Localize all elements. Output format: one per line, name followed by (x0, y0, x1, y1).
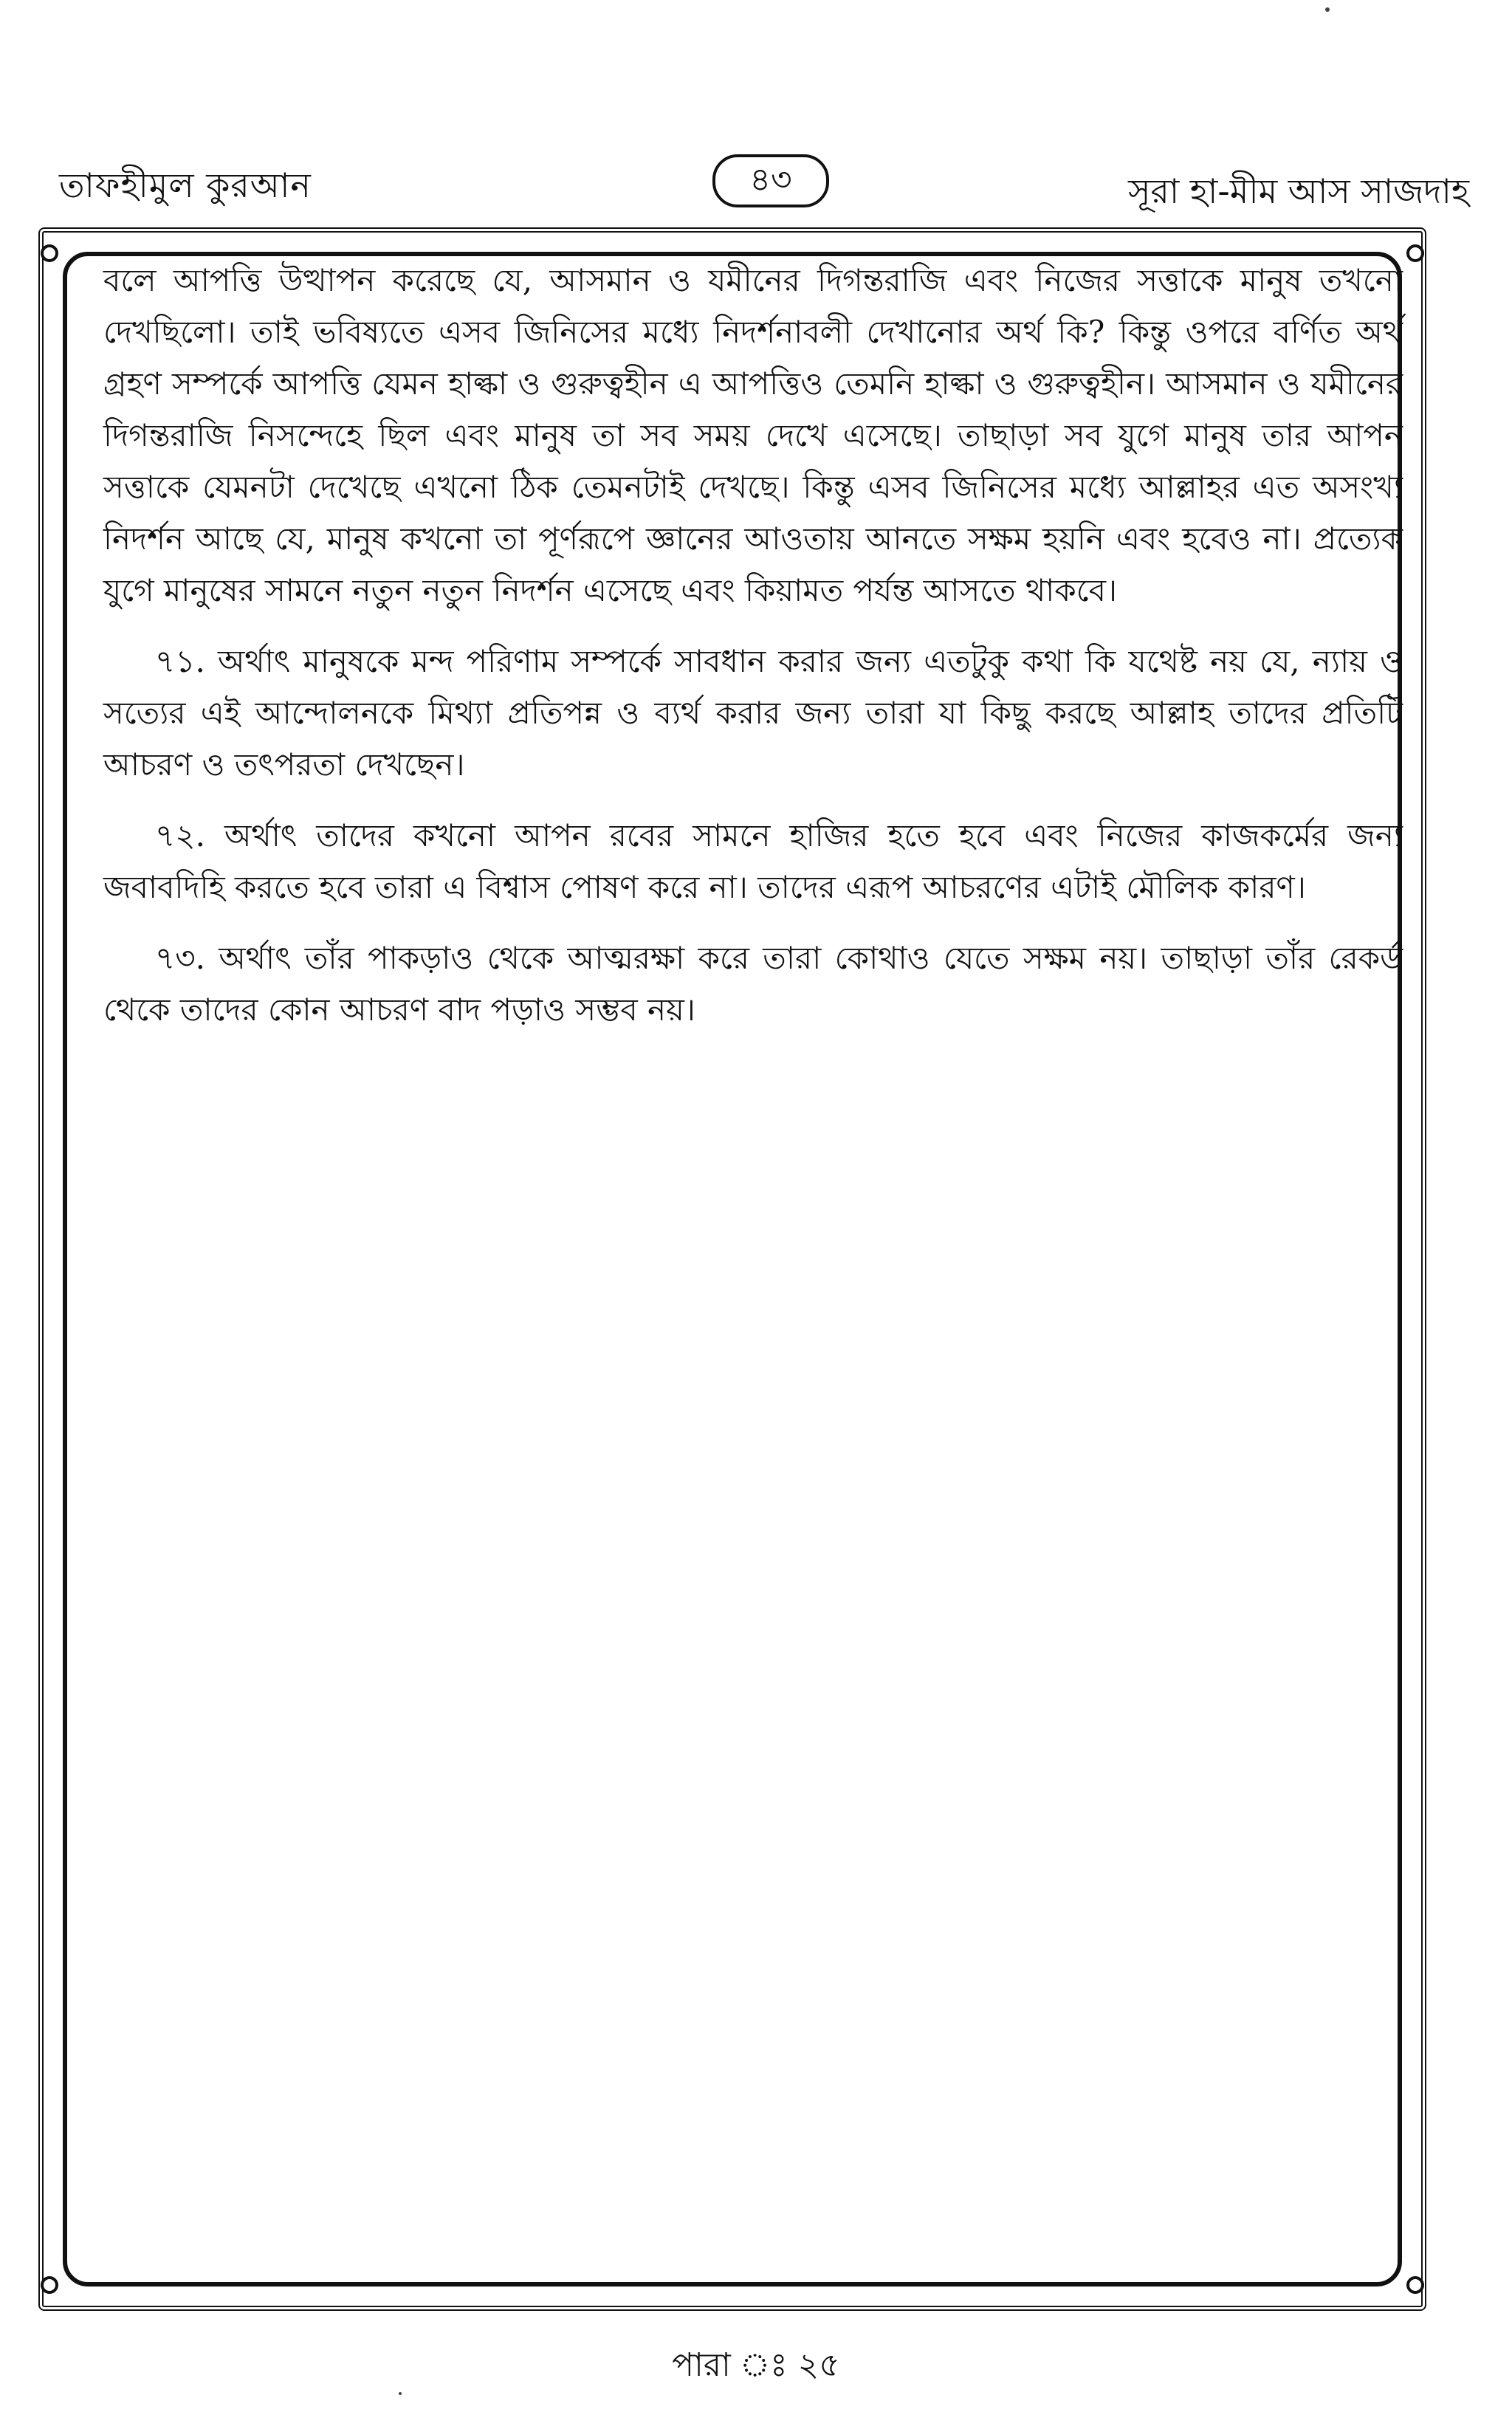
page-number: ৪৩ (712, 154, 829, 207)
note-73: ৭৩. অর্থাৎ তাঁর পাকড়াও থেকে আত্মরক্ষা করে তারা কোথাও যেতে সক্ষম নয়। তাছাড়া তাঁর রেকর্ড থেকে তাদের কোন আচরণ বাদ পড়াও সম্ভব নয়। (103, 940, 1403, 1028)
page-footer (0, 2340, 1512, 2394)
para-label: পারা ঃ ২৫ (672, 2346, 840, 2384)
corner-ornament-bottom-left (41, 2276, 58, 2294)
scan-speck (1325, 7, 1330, 12)
corner-ornament-top-left (41, 244, 58, 262)
book-title: তাফহীমুল কুরআন (59, 165, 312, 205)
note-72: ৭২. অর্থাৎ তাদের কখনো আপন রবের সামনে হাজির হতে হবে এবং নিজের কাজকর্মের জন্য জবাবদিহি করতে হবে তারা এ বিশ্বাস পোষণ করে না। তাদের এরূপ আচরণের এটাই মৌলিক কারণ। (103, 817, 1403, 905)
surah-title: সূরা হা-মীম আস সাজদাহ (1128, 171, 1469, 211)
scan-speck (399, 2392, 402, 2395)
corner-ornament-bottom-right (1406, 2276, 1424, 2294)
commentary-text (103, 255, 1403, 1055)
note-71: ৭১. অর্থাৎ মানুষকে মন্দ পরিণাম সম্পর্কে সাবধান করার জন্য এতটুকু কথা কি যথেষ্ট নয় যে, ন্যায় ও সত্যের এই আন্দোলনকে মিথ্যা প্রতিপন্ন ও ব্যর্থ করার জন্য তারা যা কিছু করছে আল্লাহ তাদের প্রতিটি আচরণ ও তৎপরতা দেখছেন। (103, 643, 1403, 783)
page-header (44, 151, 1469, 210)
corner-ornament-top-right (1406, 244, 1424, 262)
paragraph-continuation: বলে আপত্তি উত্থাপন করেছে যে, আসমান ও যমীনের দিগন্তরাজি এবং নিজের সত্তাকে মানুষ তখনো দেখছিলো। তাই ভবিষ্যতে এসব জিনিসের মধ্যে নিদর্শনাবলী দেখানোর অর্থ কি? কিন্তু ওপরে বর্ণিত অর্থ গ্রহণ সম্পর্কে আপত্তি যেমন হাল্কা ও গুরুত্বহীন এ আপত্তিও তেমনি হাল্কা ও গুরুত্বহীন। আসমান ও যমীনের দিগন্তরাজি নিসন্দেহে ছিল এবং মানুষ তা সব সময় দেখে এসেছে। তাছাড়া সব যুগে মানুষ তার আপন সত্তাকে যেমনটা দেখেছে এখনো ঠিক তেমনটাই দেখছে। কিন্তু এসব জিনিসের মধ্যে আল্লাহর এত অসংখ্য নিদর্শন আছে যে, মানুষ কখনো তা পূর্ণরূপে জ্ঞানের আওতায় আনতে সক্ষম হয়নি এবং হবেও না। প্রত্যেক যুগে মানুষের সামনে নতুন নতুন নিদর্শন এসেছে এবং কিয়ামত পর্যন্ত আসতে থাকবে। (103, 262, 1403, 608)
